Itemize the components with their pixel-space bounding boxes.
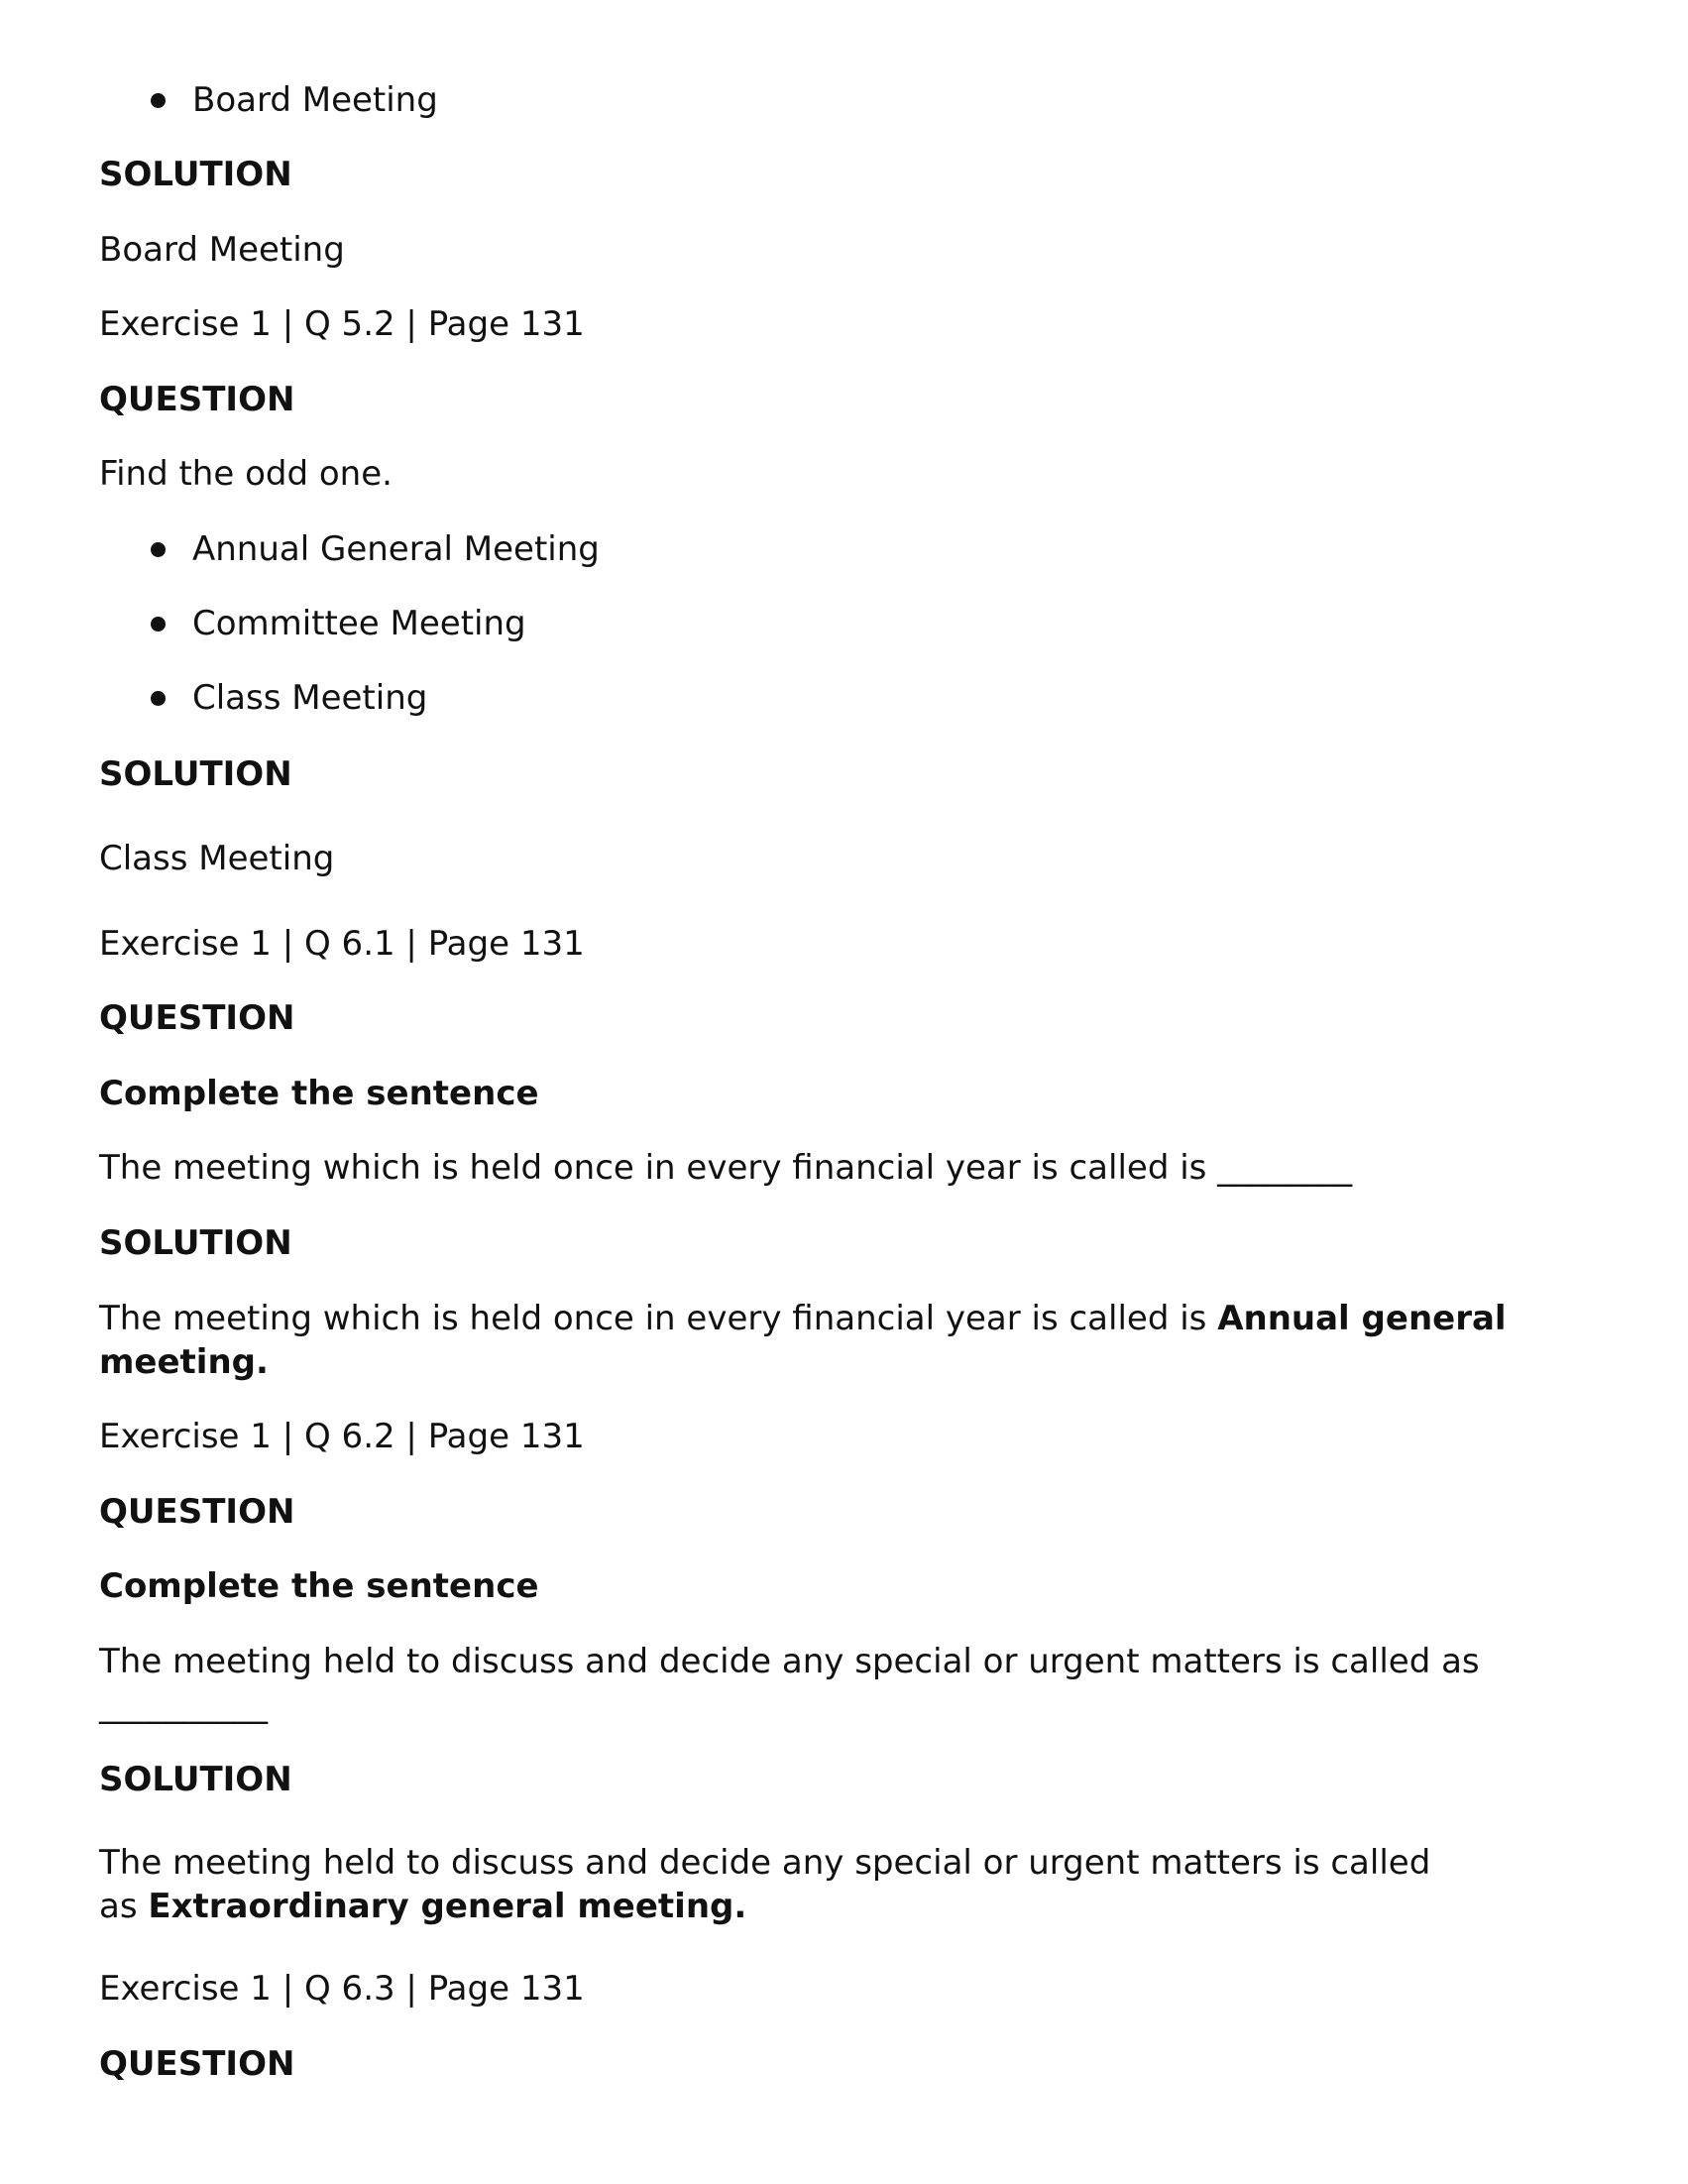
bullet-icon (151, 93, 166, 108)
solution-sentence: The meeting held to discuss and decide any special or urgent matters is called as (99, 1843, 1431, 1926)
bullet-icon (151, 691, 166, 706)
question-heading: QUESTION (99, 2044, 295, 2084)
bullet-icon (151, 617, 166, 632)
question-text: The meeting which is held once in every financial year is called is ________ (99, 1148, 1353, 1188)
question-instruction: Complete the sentence (99, 1566, 539, 1606)
option-text: Class Meeting (192, 678, 428, 718)
option-text: Annual General Meeting (192, 529, 600, 569)
solution-heading: SOLUTION (99, 1223, 292, 1263)
solution-text: Class Meeting (99, 839, 335, 878)
solution-answer: Extraordinary general meeting. (148, 1887, 747, 1926)
question-text: The meeting held to discuss and decide any special or urgent matters is called as __________ (99, 1642, 1480, 1725)
question-text: Find the odd one. (99, 454, 393, 494)
exercise-reference: Exercise 1 | Q 5.2 | Page 131 (99, 304, 585, 344)
solution-heading: SOLUTION (99, 754, 292, 794)
solution-heading: SOLUTION (99, 155, 292, 194)
question-instruction: Complete the sentence (99, 1074, 539, 1113)
bullet-icon (151, 542, 166, 557)
list-item-text: Board Meeting (192, 80, 438, 120)
question-heading: QUESTION (99, 1492, 295, 1532)
solution-sentence: The meeting which is held once in every financial year is called is (99, 1299, 1218, 1338)
exercise-reference: Exercise 1 | Q 6.3 | Page 131 (99, 1969, 585, 2009)
exercise-reference: Exercise 1 | Q 6.2 | Page 131 (99, 1417, 585, 1456)
solution-text: Board Meeting (99, 230, 345, 270)
solution-answer: Annual general meeting. (99, 1299, 1507, 1382)
exercise-reference: Exercise 1 | Q 6.1 | Page 131 (99, 924, 585, 964)
option-text: Committee Meeting (192, 604, 526, 643)
solution-heading: SOLUTION (99, 1760, 292, 1799)
question-heading: QUESTION (99, 380, 295, 419)
solution-text (99, 1297, 1507, 1384)
solution-text (99, 1841, 1467, 1928)
question-heading: QUESTION (99, 998, 295, 1038)
